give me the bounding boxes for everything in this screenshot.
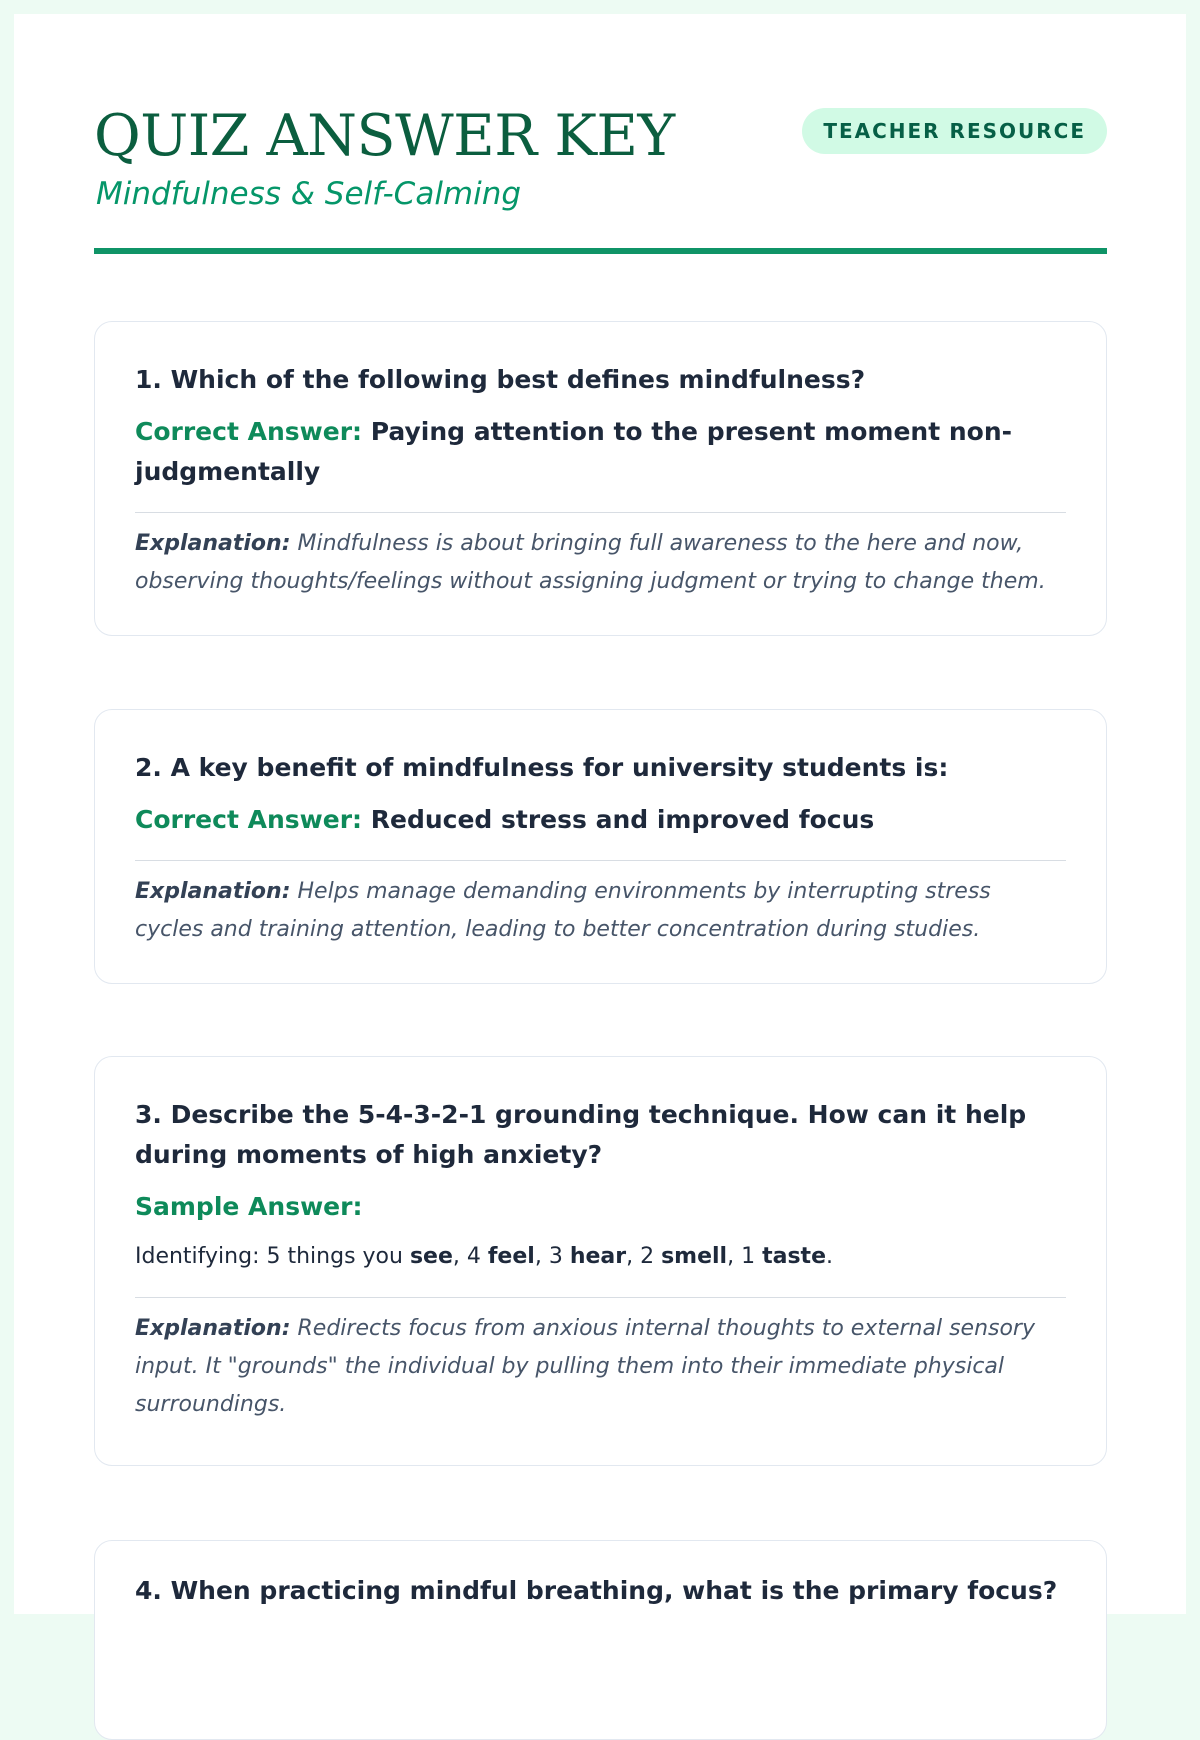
explanation-label: Explanation: [135,1316,291,1341]
header-divider [94,248,1107,254]
page-subtitle: Mindfulness & Self-Calming [96,176,522,212]
correct-answer [135,412,1066,492]
explanation-label: Explanation: [135,531,291,556]
answer-key-sheet [14,14,1186,1614]
question-text: 3. Describe the 5-4-3-2-1 grounding technique. How can it help during moments of high anxiety? [135,1100,1027,1169]
card-divider [135,860,1066,861]
sense-feel: feel [487,1244,535,1269]
sample-part: , 4 [452,1244,488,1269]
explanation-text: Mindfulness is about bringing full awareness to the here and now, observing thoughts/feelings without assigning judgment or trying to change them. [135,531,1046,594]
page-header [94,104,1107,212]
sense-see: see [409,1244,453,1269]
sample-answer [135,1187,1066,1227]
sample-intro: Identifying: [135,1244,267,1269]
question-text: 4. When practicing mindful breathing, what is the primary focus? [135,1576,1058,1605]
correct-answer [135,800,1066,840]
sample-answer-text [135,1237,1066,1277]
sense-taste: taste [762,1244,826,1269]
correct-answer-text: Paying attention to the present moment non-judgmentally [135,417,1013,486]
correct-answer-label: Correct Answer: [135,417,363,446]
page-title: QUIZ ANSWER KEY [94,103,675,169]
question-text: 1. Which of the following best defines mindfulness? [135,365,866,394]
sample-answer-label: Sample Answer: [135,1192,363,1221]
sample-part: . [826,1244,833,1269]
sample-part: , 2 [626,1244,662,1269]
explanation-text: Helps manage demanding environments by interrupting stress cycles and training attention, leading to better concentration during studies. [135,879,991,942]
card-divider [135,512,1066,513]
question-card-1 [94,321,1107,636]
explanation [135,873,1066,949]
question-text: 2. A key benefit of mindfulness for university students is: [135,753,949,782]
explanation [135,1310,1066,1424]
explanation [135,525,1066,601]
explanation-text: Redirects focus from anxious internal thoughts to external sensory input. It "grounds" the individual by pulling them into their immediate physical surroundings. [135,1316,1035,1417]
card-divider [135,1297,1066,1298]
sense-hear: hear [569,1244,627,1269]
sample-part: 5 things you [266,1244,410,1269]
sample-part: , 1 [727,1244,763,1269]
sense-smell: smell [661,1244,728,1269]
question-card-4 [94,1540,1107,1740]
question-card-2 [94,709,1107,984]
sample-part: , 3 [534,1244,570,1269]
explanation-label: Explanation: [135,879,291,904]
correct-answer-text: Reduced stress and improved focus [370,805,875,834]
correct-answer-label: Correct Answer: [135,805,363,834]
teacher-resource-badge: TEACHER RESOURCE [802,108,1107,154]
question-card-3 [94,1056,1107,1466]
